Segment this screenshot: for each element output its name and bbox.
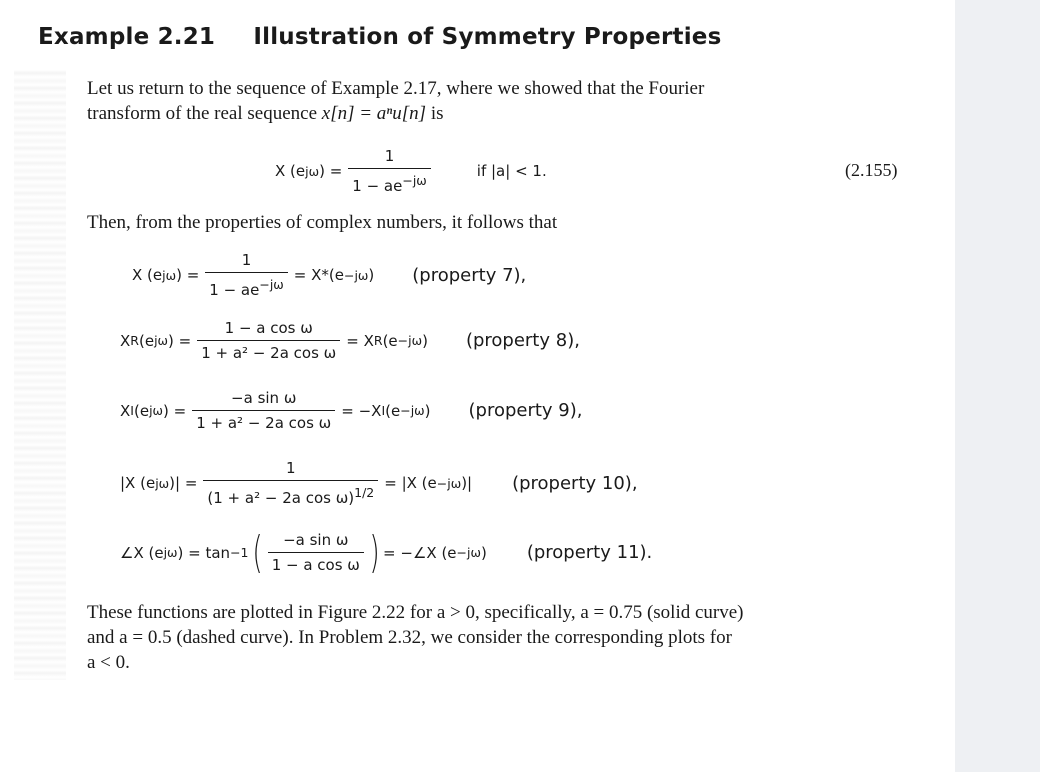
intro-line-1: Let us return to the sequence of Example 2.17, where we showed that the Fourier xyxy=(87,78,705,99)
equation-property-10: |X (e jω )| = $\frac{1}{(1 + a^2 - 2a \cos \omega)^{1/2}}$ = |X (e −jω )| (property 10), xyxy=(120,459,638,507)
property-10-label: (property 10), xyxy=(512,472,638,494)
scanned-margin-noise xyxy=(14,70,66,680)
left-paren: ( xyxy=(251,526,263,578)
sequence-definition: x[n] = aⁿu[n] xyxy=(321,103,427,124)
example-title: Illustration of Symmetry Properties xyxy=(253,24,722,50)
eq2155-fraction: $\frac{1}{1 - ae^{-j\omega}}$ xyxy=(348,146,431,196)
right-paren: ) xyxy=(369,526,380,578)
then-text: Then, from the properties of complex numbers, it follows that xyxy=(87,212,558,233)
closing-line-1: These functions are plotted in Figure 2.22 for a > 0, specifically, a = 0.75 (solid curve) xyxy=(87,602,744,623)
closing-line-3: a < 0. xyxy=(87,652,130,673)
example-number: Example 2.21 xyxy=(38,24,216,50)
right-side-panel xyxy=(955,0,1040,772)
example-heading xyxy=(38,24,721,50)
equation-number-2155: (2.155) xyxy=(845,160,898,180)
eq2155-condition: if |a| < 1. xyxy=(476,162,547,180)
equation-property-11: ∠X (e jω ) = tan −1 ( $\frac{\text{−a sin ω}}{\text{1 − a cos ω}}$ ) = −∠X (e −jω ) (property 11). xyxy=(120,526,653,578)
equation-property-7: X (e jω ) = $\frac{1}{1 - ae^{-j\omega}}$ = X*(e −jω ) (property 7), xyxy=(132,251,527,299)
property-11-label: (property 11). xyxy=(526,542,653,563)
closing-line-2: and a = 0.5 (dashed curve). In Problem 2.32, we consider the corresponding plots for xyxy=(87,627,732,648)
property-7-label: (property 7), xyxy=(412,264,527,286)
intro-line-2: transform of the real sequence x[n] = aⁿu[n] is xyxy=(87,103,444,124)
equation-2155: X (e jω ) = $\frac{1}{1 - ae^{-j\omega}}$ if |a| < 1. xyxy=(275,147,547,195)
property-8-label: (property 8), xyxy=(465,330,580,351)
property-9-label: (property 9), xyxy=(468,400,583,421)
equation-property-8: X R (e jω ) = $\frac{\text{1 − a cos ω}}{\text{1 + a² − 2a cos ω}}$ = X R (e −jω ) (property 8), xyxy=(120,319,580,362)
equation-property-9: X I (e jω ) = $\frac{\text{−a sin ω}}{\text{1 + a² − 2a cos ω}}$ = −X I (e −jω ) (property 9), xyxy=(120,389,583,432)
